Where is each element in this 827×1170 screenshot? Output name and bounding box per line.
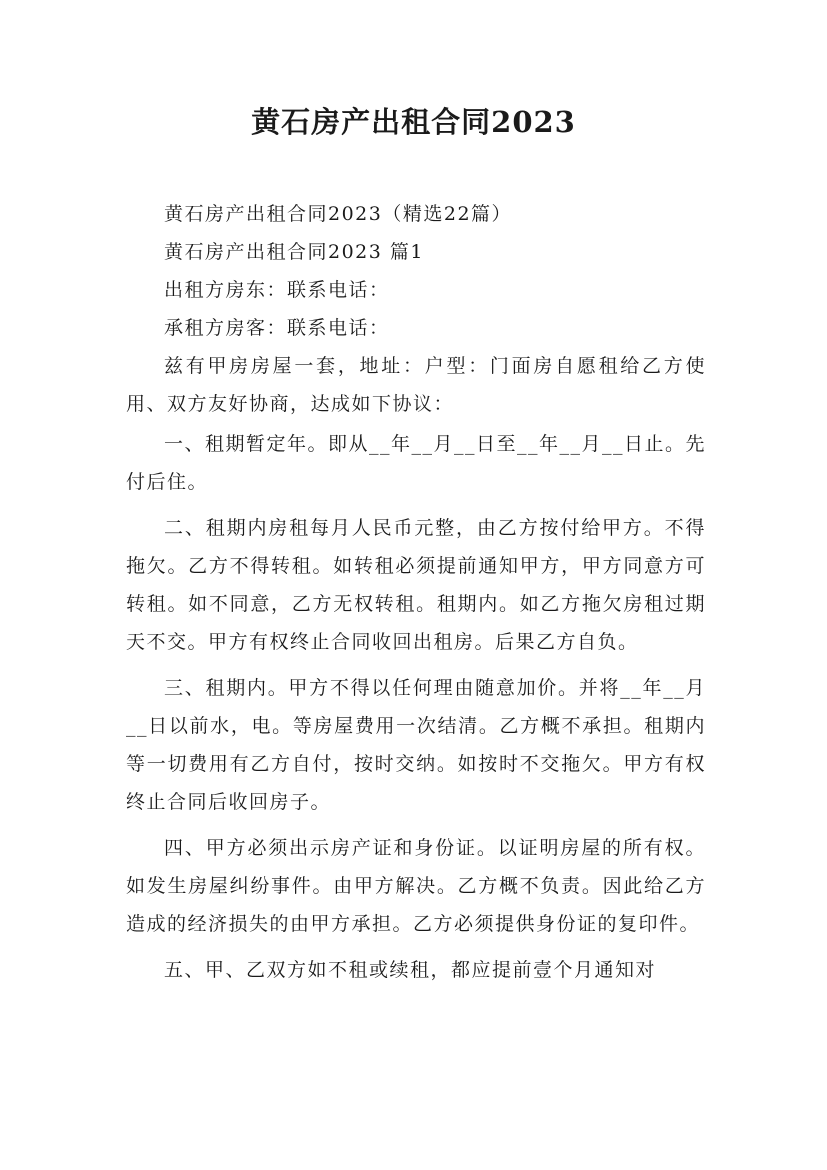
paragraph-clause-5: 五、甲、乙双方如不租或续租，都应提前壹个月通知对: [164, 959, 657, 981]
paragraph-subtitle: 黄石房产出租合同2023（精选22篇）: [164, 203, 513, 225]
paragraph-section-heading: 黄石房产出租合同2023 篇1: [164, 241, 424, 263]
paragraph-landlord: 出租方房东：联系电话：: [164, 279, 390, 301]
paragraph-clause-3: 三、租期内。甲方不得以任何理由随意加价。并将__年__月__日以前水，电。等房屋费用一次结清。乙方概不承担。租期内等一切费用有乙方自付，按时交纳。如按时不交拖欠。甲方有权终止合同后收回房子。: [126, 677, 706, 813]
document-title: 黄石房产出租合同2023: [251, 105, 576, 139]
document-body: [126, 195, 706, 989]
paragraph-tenant: 承租方房客：联系电话：: [164, 317, 390, 339]
paragraph-intro: 兹有甲房房屋一套，地址：户型：门面房自愿租给乙方使用、双方友好协商，达成如下协议：: [126, 355, 706, 415]
paragraph-clause-2: 二、租期内房租每月人民币元整，由乙方按付给甲方。不得拖欠。乙方不得转租。如转租必须提前通知甲方，甲方同意方可转租。如不同意，乙方无权转租。租期内。如乙方拖欠房租过期天不交。甲方有权终止合同收回出租房。后果乙方自负。: [126, 517, 706, 653]
paragraph-clause-1: 一、租期暂定年。即从__年__月__日至__年__月__日止。先付后住。: [126, 433, 707, 493]
paragraph-clause-4: 四、甲方必须出示房产证和身份证。以证明房屋的所有权。如发生房屋纠纷事件。由甲方解决。乙方概不负责。因此给乙方造成的经济损失的由甲方承担。乙方必须提供身份证的复印件。: [126, 837, 706, 935]
